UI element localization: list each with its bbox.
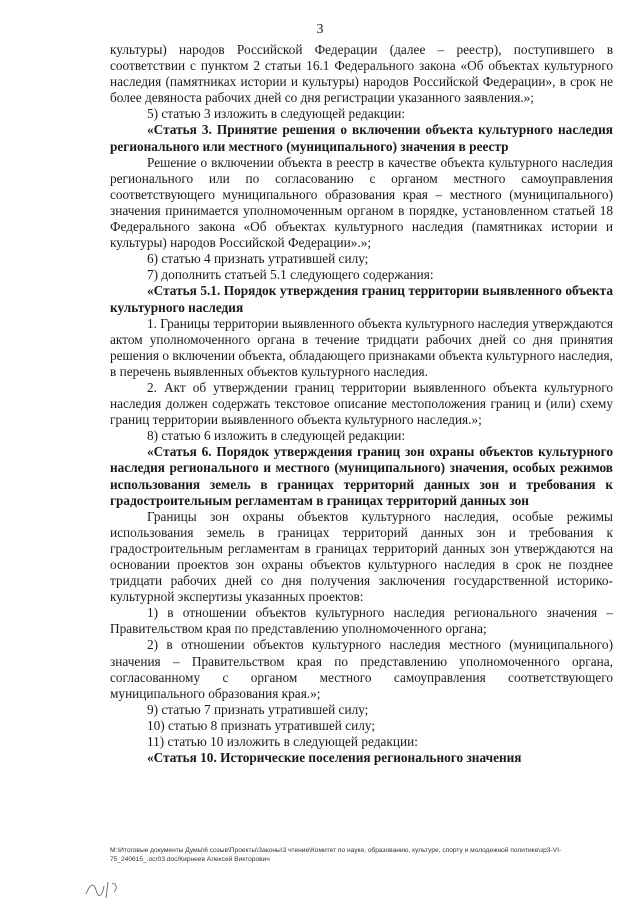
paragraph: 1) в отношении объектов культурного наследия регионального значения – Правительством края по представлению уполномоченного органа; <box>110 605 613 637</box>
handwritten-mark <box>82 878 122 900</box>
paragraph: 10) статью 8 признать утратившей силу; <box>147 717 376 733</box>
paragraph: Решение о включении объекта в реестр в качестве объекта культурного наследия регионального или по согласованию с органом местного самоуправления соответствующего муниципального образования края – местного (муниципального) значения принимается уполномоченным органом в порядке, установленном статьей 18 Федерального закона «Об объектах культурного наследия (памятниках истории и культуры) народов Российской Федерации».»; <box>110 154 613 251</box>
article-heading: «Статья 10. Исторические поселения регионального значения <box>147 750 522 766</box>
article-heading: «Статья 6. Порядок утверждения границ зон охраны объектов культурного наследия регионального и местного (муниципального) значения, особых режимов использования земель в границах территорий данных зон и требования к градостроительным регламентам в границах территорий данных зон <box>110 444 613 508</box>
paragraph: 11) статью 10 изложить в следующей редакции: <box>147 734 418 750</box>
article-heading: «Статья 3. Принятие решения о включении объекта культурного наследия регионального или местного (муниципального) значения в реестр <box>110 122 613 154</box>
article-heading: «Статья 5.1. Порядок утверждения границ территории выявленного объекта культурного наследия <box>110 283 613 315</box>
paragraph: 9) статью 7 признать утратившей силу; <box>147 701 369 717</box>
document-body <box>110 42 613 766</box>
footer-line-1: M:\Итоговые документы Думы\6 созыв\Проекты\Законы\3 чтение\Комитет по науке, образованию, культуре, спорту и молодежной политике\зр3-VI- <box>110 847 562 854</box>
paragraph: 1. Границы территории выявленного объекта культурного наследия утверждаются актом уполномоченного органа в течение тридцати рабочих дней со дня принятия решения о включении объекта, обладающего признаками объекта культурного наследия, в перечень выявленных объектов культурного наследия. <box>110 315 613 379</box>
paragraph: 7) дополнить статьей 5.1 следующего содержания: <box>147 267 434 283</box>
paragraph: 6) статью 4 признать утратившей силу; <box>147 251 369 267</box>
paragraph: Границы зон охраны объектов культурного наследия, особые режимы использования земель в границах территорий данных зон и требования к градостроительным регламентам в границах территорий данных зон утверждаются на основании проектов зон охраны объектов культурного наследия в срок не позднее тридцати рабочих дней со дня получения заключения государственной историко-культурной экспертизы указанных проектов: <box>110 508 613 605</box>
paragraph: 5) статью 3 изложить в следующей редакции: <box>147 106 406 122</box>
paragraph: 8) статью 6 изложить в следующей редакции: <box>147 428 406 444</box>
page-number: 3 <box>316 22 324 37</box>
paragraph: 2) в отношении объектов культурного наследия местного (муниципального) значения – Правительством края по представлению уполномоченного органа, согласованному с органом местного самоуправления соответствующего муниципального образования края.»; <box>110 637 613 701</box>
paragraph: культуры) народов Российской Федерации (далее – реестр), поступившего в соответствии с пунктом 2 статьи 16.1 Федерального закона «Об объектах культурного наследия (памятниках истории и культуры) народов Российской Федерации», в срок не более девяноста рабочих дней со дня регистрации указанного заявления.»; <box>110 42 613 106</box>
footer-line-2: 75_240615_.ocr03.doc/Кирнеев Алексей Викторович <box>110 856 270 863</box>
paragraph: 2. Акт об утверждении границ территории выявленного объекта культурного наследия должен содержать текстовое описание местоположения границ и (или) схему границ территории выявленного объекта культурного наследия.»; <box>110 379 613 428</box>
file-path-footer <box>110 846 610 864</box>
